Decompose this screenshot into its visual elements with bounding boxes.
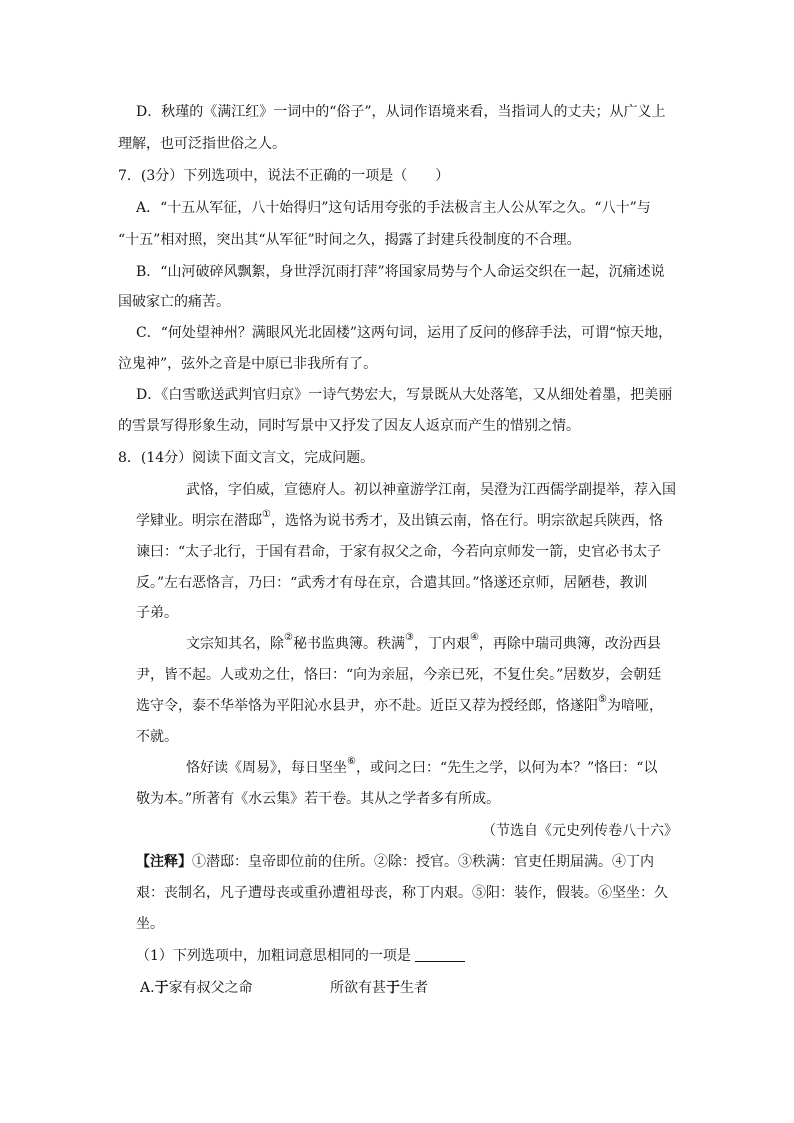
q7-option-d-line2: 的雪景写得形象生动，同时写景中又抒发了因友人返京而产生的惜别之情。 xyxy=(118,418,580,434)
q7-option-a-line1: A．“十五从军征，八十始得归”这句话用夸张的手法极言主人公从军之久。“八十”与 xyxy=(136,200,651,216)
note-marker-1: ① xyxy=(262,509,271,521)
passage-p1-line4: 反。”左右恶恪言，乃曰：“武秀才有母在京，合遣其回。”恪遂还京师，居陋巷，教训 xyxy=(136,575,648,591)
q7-option-c-line2: 泣鬼神”，弦外之音是中原已非我所有了。 xyxy=(118,356,378,372)
passage-p1-line3: 谏曰：“太子北行，于国有君命，于家有叔父之命，今若向京师发一箭，史官必书太子 xyxy=(136,544,662,560)
q6-option-d-line2: 理解，也可泛指世俗之人。 xyxy=(118,136,286,152)
sub-question-1-option-a-pair: 所欲有甚于生者 xyxy=(330,980,428,996)
q7-option-d-line1: D．《白雪歌送武判官归京》一诗气势宏大，写景既从大处落笔，又从细处着墨，把美丽 xyxy=(136,387,673,403)
passage-p1-line1: 武恪，字伯威，宣德府人。初以神童游学江南，吴澄为江西儒学副提举，荐入国 xyxy=(186,482,676,498)
notes-line1: 【注释】①潜邸：皇帝即位前的住所。②除：授官。③秩满：官吏任期届满。④丁内 xyxy=(136,854,654,870)
passage-p3-line1: 恪好读《周易》，每日坚坐⑥，或问之曰：“先生之学，以何为本？”恪曰：“以 xyxy=(186,756,658,776)
bold-word: 于 xyxy=(154,980,169,996)
note-marker-6: ⑥ xyxy=(347,756,356,768)
note-marker-5: ⑤ xyxy=(598,694,607,706)
q6-option-d-line1: D．秋瑾的《满江红》一词中的“俗子”，从词作语境来看，当指词人的丈夫；从广义上 xyxy=(136,104,666,120)
q7-option-a-line2: “十五”相对照，突出其“从军征”时间之久，揭露了封建兵役制度的不合理。 xyxy=(118,232,581,248)
q7-option-b-line1: B．“山河破碎风飘絮，身世浮沉雨打萍”将国家局势与个人命运交织在一起，沉痛述说 xyxy=(136,264,665,280)
notes-label: 【注释】 xyxy=(136,854,192,870)
passage-p2-line1: 文宗知其名，除②秘书监典簿。秩满③，丁内艰④，再除中瑞司典簿，改汾西县 xyxy=(186,632,661,652)
passage-p1-line2: 学肄业。明宗在潜邸①，选恪为说书秀才，及出镇云南，恪在行。明宗欲起兵陕西，恪 xyxy=(136,509,663,529)
notes-line2: 艰：丧制名，凡子遭母丧或重孙遭祖母丧，称丁内艰。⑤阳：装作，假装。⑥坚坐：久 xyxy=(136,885,668,901)
passage-p1-line5: 子弟。 xyxy=(136,605,178,621)
passage-p2-line2: 尹，皆不起。人或劝之仕，恪曰：“向为亲屈，今亲已死，不复仕矣。”居数岁，会朝廷 xyxy=(136,667,662,683)
q7-stem: 7．(3分）下列选项中，说法不正确的一项是（ ） xyxy=(118,168,450,184)
q8-stem: 8．(14分）阅读下面文言文，完成问题。 xyxy=(118,450,375,466)
notes-line3: 坐。 xyxy=(136,916,164,932)
passage-p2-line4: 不就。 xyxy=(136,729,178,745)
note-marker-2: ② xyxy=(284,632,293,644)
answer-blank[interactable] xyxy=(415,947,465,962)
sub-question-1-stem: （1）下列选项中，加粗词意思相同的一项是 xyxy=(136,946,465,966)
sub-question-1-option-a: A.于家有叔父之命 xyxy=(140,980,253,996)
bold-word: 于 xyxy=(386,980,400,996)
passage-p3-line2: 敬为本。”所著有《水云集》若干卷。其从之学者多有所成。 xyxy=(136,791,501,807)
note-marker-3: ③ xyxy=(404,632,414,644)
passage-source: （节选自《元史列传卷八十六》 xyxy=(482,823,678,839)
q7-option-b-line2: 国破家亡的痛苦。 xyxy=(118,294,230,310)
passage-p2-line3: 选守令，泰不华举恪为平阳沁水县尹，亦不赴。近臣又荐为授经郎，恪遂阳⑤为喑哑， xyxy=(136,694,663,714)
q7-option-c-line1: C．“何处望神州？满眼风光北固楼”这两句词，运用了反问的修辞手法，可谓“惊天地， xyxy=(136,325,673,341)
note-marker-4: ④ xyxy=(469,632,479,644)
